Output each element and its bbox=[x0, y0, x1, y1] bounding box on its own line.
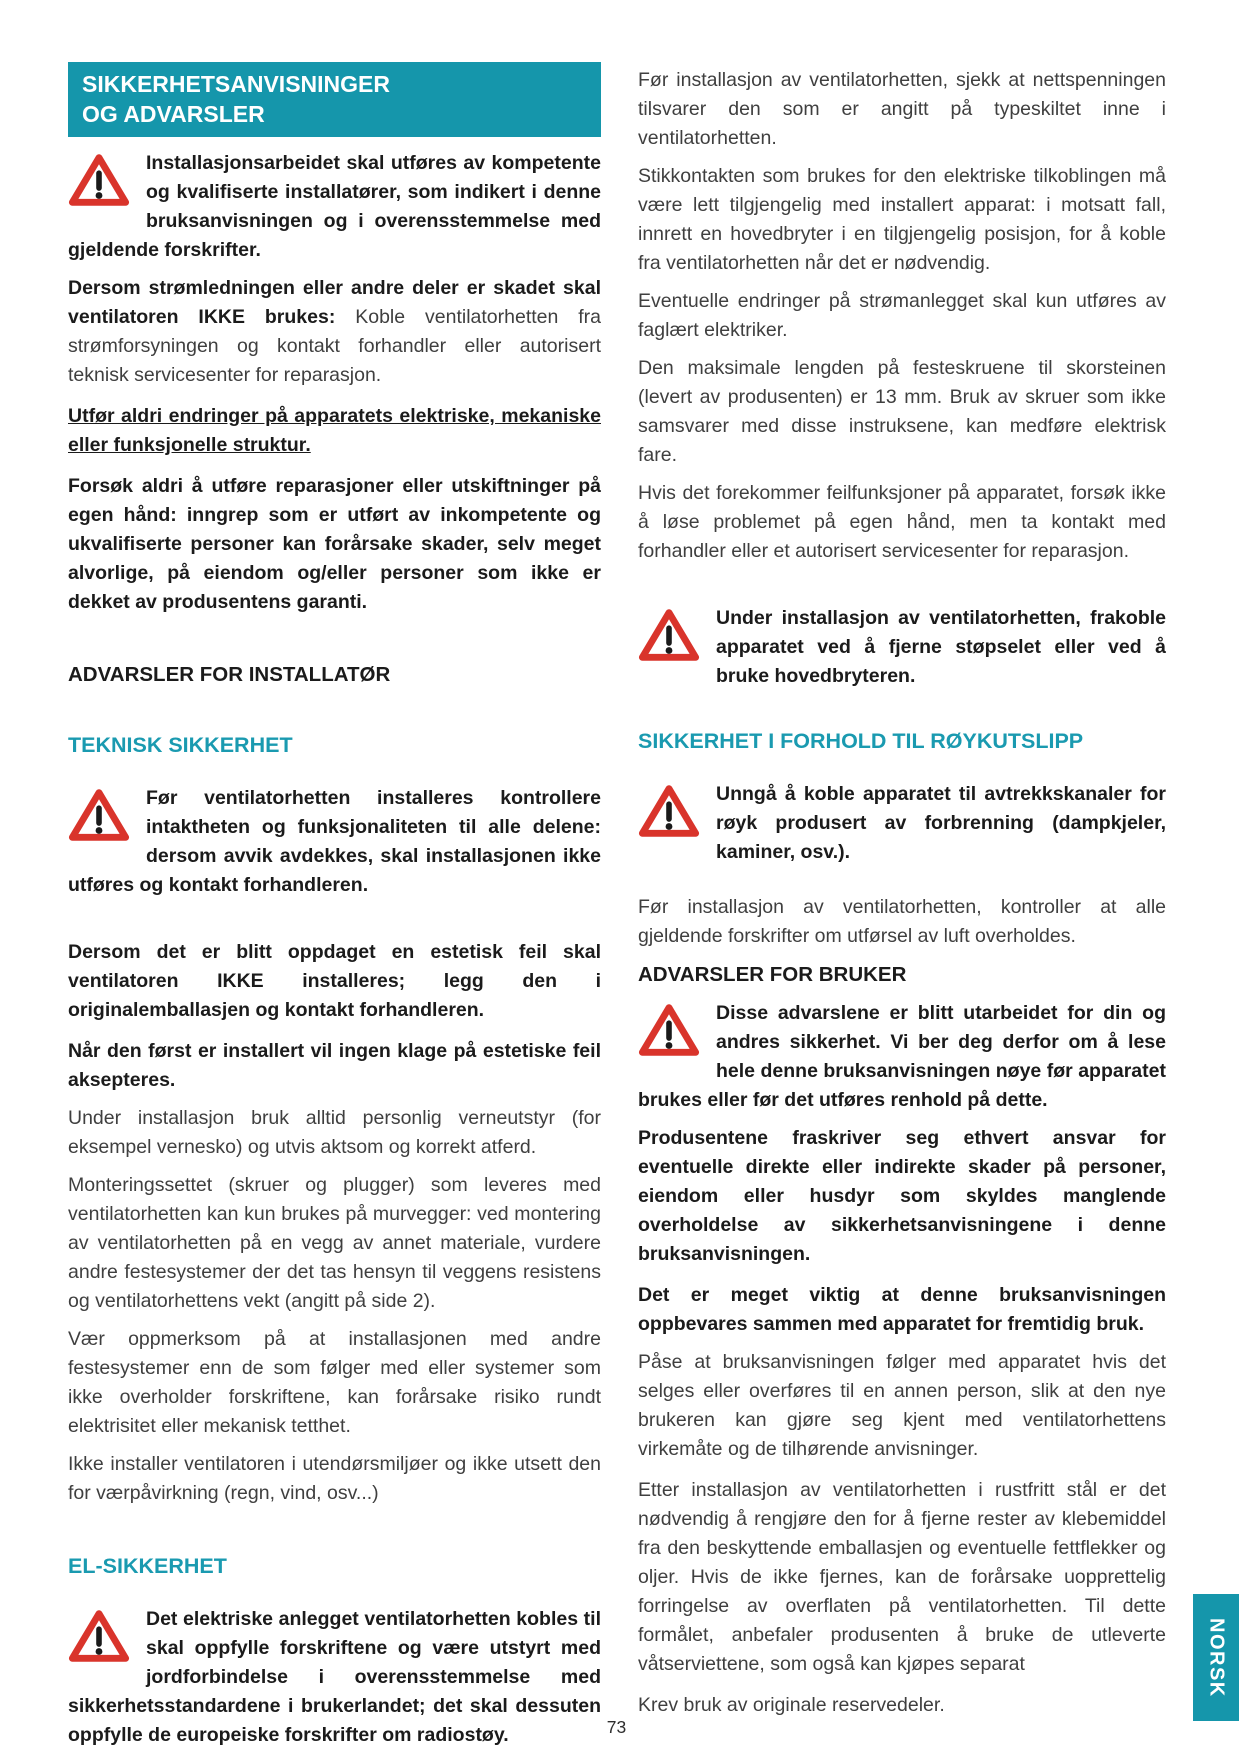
warning-block-frakoble bbox=[638, 604, 1166, 691]
paragraph-verneutstyr: Under installasjon bruk alltid personlig verneutstyr (for eksempel vernesko) og utvis aktsom og korrekt atferd. bbox=[68, 1107, 601, 1158]
heading-el-sikkerhet: EL-SIKKERHET bbox=[68, 1554, 227, 1578]
banner-line-2: OG ADVARSLER bbox=[82, 101, 265, 127]
paragraph-viktig: Det er meget viktig at denne bruksanvisningen oppbevares sammen med apparatet for fremtidig bruk. bbox=[638, 1284, 1166, 1335]
paragraph-reservedeler: Krev bruk av originale reservedeler. bbox=[638, 1694, 945, 1716]
warning-icon bbox=[68, 1608, 130, 1664]
warning-text: Disse advarslene er blitt utarbeidet for din og andres sikkerhet. Vi ber deg derfor om å lese hele denne bruksanvisningen nøye før apparatet brukes eller før det utføres renhold på dette. bbox=[638, 1002, 1166, 1111]
page-number: 73 bbox=[606, 1717, 627, 1737]
warning-block-royk bbox=[638, 780, 1166, 867]
warning-block-teknisk bbox=[68, 784, 601, 900]
paragraph-regular-tail: Koble ventilatorhetten fra strømforsyningen og kontakt forhandler eller autorisert teknisk servicesenter for reparasjon. bbox=[68, 306, 601, 386]
section-banner bbox=[68, 62, 601, 137]
paragraph-etter-installasjon: Etter installasjon av ventilatorhetten i rustfritt stål er det nødvendig å rengjøre den for å fjerne rester av klebemiddel fra den beskyttende emballasjen og eventuelle fettflekker og oljer. Hvis de ikke fjernes, kan de forårsake uopprettelig forringelse av overflaten på ventilatorhetten. Til dette formålet, anbefaler produsenten å bruke de utleverte våtserviettene, som også kan kjøpes separat bbox=[638, 1479, 1166, 1675]
paragraph-estetisk-feil: Dersom det er blitt oppdaget en estetisk feil skal ventilatoren IKKE installeres; legg den i originalemballasjen og kontakt forhandleren. bbox=[68, 941, 601, 1021]
paragraph-utfor-aldri: Utfør aldri endringer på apparatets elektriske, mekaniske eller funksjonelle struktur. bbox=[68, 405, 601, 456]
paragraph-produsentene: Produsentene fraskriver seg ethvert ansvar for eventuelle direkte eller indirekte skader på personer, eiendom eller husdyr som skyldes manglende overholdelse av sikkerhetsanvisningene i denne bruksanvisningen. bbox=[638, 1127, 1166, 1265]
heading-roykutslipp: SIKKERHET I FORHOLD TIL RØYKUTSLIPP bbox=[638, 729, 1084, 753]
paragraph-bold-lead: Dersom strømledningen eller andre deler er skadet skal ventilatoren IKKE brukes: bbox=[68, 277, 601, 328]
paragraph-feilfunksjoner: Hvis det forekommer feilfunksjoner på apparatet, forsøk ikke å løse problemet på egen hånd, men ta kontakt med forhandler eller et autorisert servicesenter for reparasjon. bbox=[638, 482, 1166, 562]
paragraph-dersom bbox=[68, 274, 601, 390]
banner-line-1: SIKKERHETSANVISNINGER bbox=[82, 71, 390, 97]
warning-icon bbox=[638, 607, 700, 663]
warning-block-bruker bbox=[638, 999, 1166, 1115]
warning-icon bbox=[638, 783, 700, 839]
warning-text: Under installasjon av ventilatorhetten, frakoble apparatet ved å fjerne støpselet eller ved å bruke hovedbryteren. bbox=[716, 607, 1166, 687]
heading-advarsler-bruker: ADVARSLER FOR BRUKER bbox=[638, 963, 907, 986]
paragraph-oppmerksom: Vær oppmerksom på at installasjonen med andre festesystemer enn de som følger med eller systemer som ikke overholder forskriftene, kan forårsake risiko rundt elektrisitet eller mekanisk tetthet. bbox=[68, 1328, 601, 1437]
paragraph-endringer: Eventuelle endringer på strømanlegget skal kun utføres av faglært elektriker. bbox=[638, 290, 1166, 341]
warning-text: Det elektriske anlegget ventilatorhetten kobles til skal oppfylle forskriftene og være utstyrt med jordforbindelse i overensstemmelse med sikkerhetsstandardene i brukerlandet; det skal dessuten oppfylle de europeiske forskrifter om radiostøy. bbox=[68, 1608, 601, 1746]
warning-icon bbox=[638, 1002, 700, 1058]
warning-text: Før ventilatorhetten installeres kontrollere intaktheten og funksjonaliteten til alle delene: dersom avvik avdekkes, skal installasjonen ikke utføres og kontakt forhandleren. bbox=[68, 787, 601, 896]
paragraph-pase: Påse at bruksanvisningen følger med apparatet hvis det selges eller overføres til en annen person, slik at den nye brukeren kan gjøre seg kjent med ventilatorhettens virkemåte og de tilhørende anvisninger. bbox=[638, 1351, 1166, 1460]
heading-advarsler-installator: ADVARSLER FOR INSTALLATØR bbox=[68, 663, 391, 686]
warning-icon bbox=[68, 787, 130, 843]
paragraph-monteringssett: Monteringssettet (skruer og plugger) som leveres med ventilatorhetten kan kun brukes på murvegger: ved montering av ventilatorhetten på en vegg av annet materiale, vurdere andre festesystemer der det tas hensyn til veggens resistens og ventilatorhettens vekt (angitt på side 2). bbox=[68, 1174, 601, 1312]
paragraph-forskrifter-luft: Før installasjon av ventilatorhetten, kontroller at alle gjeldende forskrifter om utførsel av luft overholdes. bbox=[638, 896, 1166, 947]
paragraph-klage: Når den først er installert vil ingen klage på estetiske feil aksepteres. bbox=[68, 1040, 601, 1091]
warning-icon bbox=[68, 152, 130, 208]
paragraph-stikkontakt: Stikkontakten som brukes for den elektriske tilkoblingen må være lett tilgjengelig med installert apparat: i motsatt fall, innrett en hovedbryter i en tilgjengelig posisjon, for å koble fra ventilatorhetten når det er nødvendig. bbox=[638, 165, 1166, 274]
right-column bbox=[638, 62, 1166, 1750]
heading-teknisk-sikkerhet: TEKNISK SIKKERHET bbox=[68, 733, 293, 757]
language-tab-norsk: NORSK bbox=[1193, 1594, 1239, 1721]
warning-text: Installasjonsarbeidet skal utføres av kompetente og kvalifiserte installatører, som indikert i denne bruksanvisningen og i overensstemmelse med gjeldende forskrifter. bbox=[68, 152, 601, 261]
warning-block-installation bbox=[68, 149, 601, 265]
paragraph-forsok-aldri: Forsøk aldri å utføre reparasjoner eller utskiftninger på egen hånd: inngrep som er utført av inkompetente og ukvalifiserte personer kan forårsake skader, selv meget alvorlige, på eiendom og/eller personer som ikke er dekket av produsentens garanti. bbox=[68, 475, 601, 613]
paragraph-utendors: Ikke installer ventilatoren i utendørsmiljøer og ikke utsett den for værpåvirkning (regn, vind, osv...) bbox=[68, 1453, 601, 1504]
paragraph-festeskruer: Den maksimale lengden på festeskruene til skorsteinen (levert av produsenten) er 13 mm. Bruk av skruer som ikke samsvarer med disse instruksene, kan medføre elektrisk fare. bbox=[638, 357, 1166, 466]
paragraph-nettspenning: Før installasjon av ventilatorhetten, sjekk at nettspenningen tilsvarer den som er angitt på typeskiltet inne i ventilatorhetten. bbox=[638, 69, 1166, 149]
warning-text: Unngå å koble apparatet til avtrekkskanaler for røyk produsert av forbrenning (dampkjeler, kaminer, osv.). bbox=[716, 783, 1166, 863]
left-column bbox=[68, 62, 601, 1750]
